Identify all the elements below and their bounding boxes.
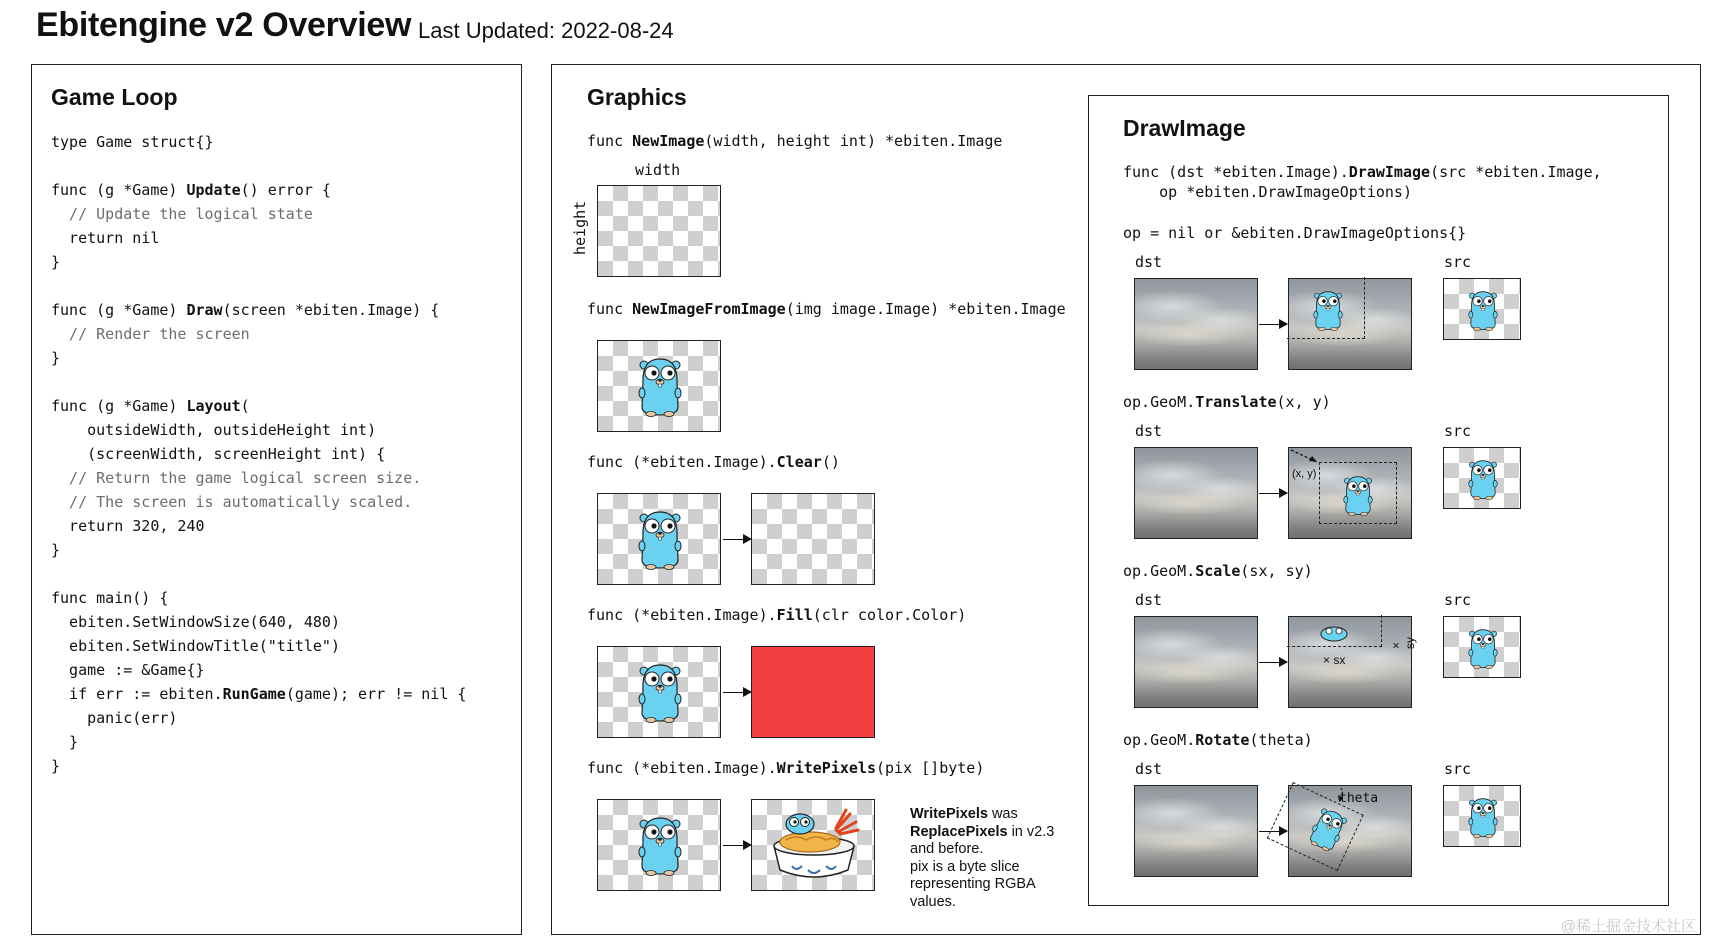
scale-signature (1123, 562, 1313, 580)
src-image (1443, 785, 1521, 847)
note-text-3: pix is a byte slice representing RGBA values. (910, 858, 1035, 910)
gopher-icon (1468, 796, 1498, 838)
code-text: op.GeoM. (1123, 562, 1196, 580)
gopher-icon (1468, 458, 1498, 500)
clear-source-canvas (597, 493, 721, 585)
gopher-icon (1468, 627, 1498, 669)
draw-image-op-line (1123, 224, 1466, 242)
gopher-icon (638, 661, 682, 723)
fill-signature (587, 606, 966, 624)
code-text: () (821, 453, 840, 471)
draw-image-signature-1 (1123, 163, 1602, 181)
code-text: (x, y) (1276, 393, 1331, 411)
code-text: () error { (240, 181, 331, 199)
code-line (51, 178, 466, 202)
dst-image (1134, 616, 1258, 708)
code-text: outsideWidth, outsideHeight int) (51, 421, 377, 439)
tempura-bowl-icon (752, 800, 876, 892)
code-line (51, 370, 466, 394)
scale-sy-label: × sy (1389, 637, 1417, 649)
dst-label: dst (1135, 591, 1163, 609)
result-image (1288, 278, 1412, 370)
dst-label: dst (1135, 422, 1163, 440)
code-text: (screenWidth, screenHeight int) { (51, 445, 386, 463)
dst-label: dst (1135, 760, 1163, 778)
code-line (51, 658, 466, 682)
code-text: } (51, 541, 61, 559)
graphics-panel (551, 64, 1701, 935)
code-line (51, 130, 466, 154)
code-line (51, 250, 466, 274)
code-line (51, 754, 466, 778)
code-text: (sx, sy) (1240, 562, 1313, 580)
code-text: type Game struct{} (51, 133, 214, 151)
code-text: } (51, 733, 79, 751)
height-label: height (571, 200, 589, 255)
code-text: func (g *Game) (51, 301, 187, 319)
write-pixels-arrow (723, 845, 751, 846)
code-line (51, 394, 466, 418)
code-comment: // The screen is automatically scaled. (51, 493, 413, 511)
code-text: op = nil or &ebiten.DrawImageOptions{} (1123, 224, 1467, 242)
note-text-1: was (987, 806, 1018, 822)
gopher-icon (1343, 474, 1373, 516)
function-name: Update (186, 181, 241, 199)
src-label: src (1444, 253, 1472, 271)
rotate-result-image (1288, 785, 1412, 877)
game-loop-title: Game Loop (51, 84, 178, 110)
translate-xy-label: (x, y) (1292, 468, 1317, 480)
code-line (51, 562, 466, 586)
function-name: Draw (186, 301, 223, 319)
src-label: src (1444, 591, 1472, 609)
function-name: Rotate (1195, 731, 1250, 749)
code-text: op.GeoM. (1123, 393, 1196, 411)
new-image-from-image-signature (587, 300, 1066, 318)
code-text: func (g *Game) (51, 397, 187, 415)
dst-label: dst (1135, 253, 1163, 271)
code-text: func (*ebiten.Image). (587, 453, 777, 471)
code-text: (src *ebiten.Image, (1430, 163, 1602, 181)
code-text: (theta) (1249, 731, 1313, 749)
code-text: (game); err != nil { (285, 685, 467, 703)
new-image-canvas (597, 185, 721, 277)
draw-image-panel (1088, 95, 1669, 906)
code-text: op.GeoM. (1123, 731, 1196, 749)
note-text-2: in v2.3 and before. (910, 823, 1055, 857)
code-text: (width, height int) *ebiten.Image (704, 132, 1003, 150)
gopher-icon (1313, 289, 1343, 331)
clear-arrow (723, 539, 751, 540)
code-text: return nil (51, 229, 160, 247)
code-text: func (*ebiten.Image). (587, 759, 777, 777)
code-text: return 320, 240 (51, 517, 205, 535)
rotate-signature (1123, 731, 1313, 749)
game-loop-panel (31, 64, 522, 935)
code-line (51, 610, 466, 634)
write-pixels-signature (587, 759, 984, 777)
code-line (51, 202, 466, 226)
code-text: (screen *ebiten.Image) { (222, 301, 440, 319)
code-line (51, 706, 466, 730)
graphics-title: Graphics (587, 84, 687, 110)
code-text: func main() { (51, 589, 169, 607)
code-line (51, 274, 466, 298)
write-pixels-note (910, 806, 1080, 911)
code-text: func (587, 300, 633, 318)
code-line (51, 298, 466, 322)
function-name: Scale (1195, 562, 1241, 580)
src-image (1443, 447, 1521, 509)
draw-image-signature-2 (1123, 183, 1412, 201)
fill-result-canvas (751, 646, 875, 738)
code-text: ( (240, 397, 250, 415)
code-text: (img image.Image) *ebiten.Image (785, 300, 1066, 318)
width-label: width (635, 161, 681, 179)
code-line (51, 346, 466, 370)
new-image-signature (587, 132, 1002, 150)
code-text: } (51, 757, 61, 775)
code-comment: // Update the logical state (51, 205, 313, 223)
code-line (51, 514, 466, 538)
function-name: DrawImage (1348, 163, 1431, 181)
code-text: } (51, 253, 61, 271)
fill-source-canvas (597, 646, 721, 738)
code-comment: // Render the screen (51, 325, 250, 343)
src-image (1443, 278, 1521, 340)
draw-arrow (1259, 324, 1287, 325)
src-image (1443, 616, 1521, 678)
code-line (51, 466, 466, 490)
function-name: NewImageFromImage (632, 300, 786, 318)
scaled-gopher-icon (1319, 624, 1349, 642)
gopher-icon (1468, 289, 1498, 331)
code-text: func (*ebiten.Image). (587, 606, 777, 624)
function-name: RunGame (222, 685, 286, 703)
translate-signature (1123, 393, 1331, 411)
code-text: } (51, 349, 61, 367)
code-line (51, 418, 466, 442)
clear-signature (587, 453, 840, 471)
code-line (51, 442, 466, 466)
code-comment: // Return the game logical screen size. (51, 469, 422, 487)
translate-arrow (1259, 493, 1287, 494)
code-line (51, 226, 466, 250)
scale-sx-label: × sx (1323, 653, 1346, 667)
translate-result-image (1288, 447, 1412, 539)
page-title: Ebitengine v2 Overview (36, 6, 412, 44)
function-name: WritePixels (776, 759, 876, 777)
code-text: func (587, 132, 633, 150)
game-loop-code (51, 130, 466, 778)
note-bold-1: WritePixels (910, 806, 988, 822)
src-label: src (1444, 422, 1472, 440)
write-pixels-result-canvas (751, 799, 875, 891)
code-line (51, 682, 466, 706)
function-name: Layout (186, 397, 241, 415)
gopher-icon (638, 814, 682, 876)
code-text: panic(err) (51, 709, 178, 727)
src-label: src (1444, 760, 1472, 778)
code-text: (pix []byte) (876, 759, 985, 777)
dst-image (1134, 785, 1258, 877)
code-text: if err := ebiten. (51, 685, 223, 703)
code-line (51, 586, 466, 610)
dst-image (1134, 447, 1258, 539)
gopher-icon (638, 508, 682, 570)
watermark: @稀土掘金技术社区 (1560, 918, 1696, 935)
code-text: ebiten.SetWindowSize(640, 480) (51, 613, 340, 631)
gopher-icon (638, 355, 682, 417)
code-line (51, 154, 466, 178)
new-image-from-image-canvas (597, 340, 721, 432)
draw-image-title: DrawImage (1123, 115, 1246, 141)
rotate-theta-label: theta (1339, 791, 1379, 806)
function-name: NewImage (632, 132, 705, 150)
write-pixels-source-canvas (597, 799, 721, 891)
clear-result-canvas (751, 493, 875, 585)
note-bold-2: ReplacePixels (910, 823, 1008, 840)
code-text: op *ebiten.DrawImageOptions) (1123, 183, 1412, 201)
code-text: func (g *Game) (51, 181, 187, 199)
scale-result-image (1288, 616, 1417, 708)
code-text: func (dst *ebiten.Image). (1123, 163, 1349, 181)
code-text: ebiten.SetWindowTitle("title") (51, 637, 340, 655)
code-line (51, 634, 466, 658)
function-name: Clear (776, 453, 822, 471)
code-line (51, 322, 466, 346)
code-text: game := &Game{} (51, 661, 205, 679)
last-updated-text: Last Updated: 2022-08-24 (418, 18, 674, 43)
scale-arrow (1259, 662, 1287, 663)
dst-image (1134, 278, 1258, 370)
fill-arrow (723, 692, 751, 693)
code-text: (clr color.Color) (812, 606, 967, 624)
function-name: Fill (776, 606, 813, 624)
code-line (51, 538, 466, 562)
code-line (51, 490, 466, 514)
code-line (51, 730, 466, 754)
function-name: Translate (1195, 393, 1277, 411)
